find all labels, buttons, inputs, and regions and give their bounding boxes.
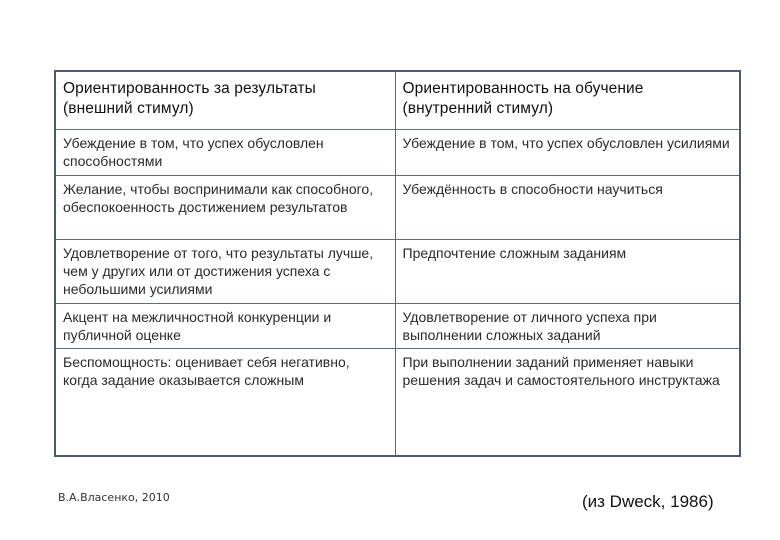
table-cell: Убеждение в том, что успех обусловлен усилиями xyxy=(395,129,740,175)
author-credit: В.А.Власенко, 2010 xyxy=(58,491,170,504)
table-row xyxy=(55,239,740,303)
comparison-table xyxy=(54,70,741,457)
table-cell: Убеждение в том, что успех обусловлен способностями xyxy=(55,129,395,175)
table-row xyxy=(55,303,740,348)
table-cell: Беспомощность: оценивает себя негативно, когда задание оказывается сложным xyxy=(55,348,395,456)
table-row xyxy=(55,348,740,456)
source-citation: (из Dweck, 1986) xyxy=(582,492,714,511)
table-header-row xyxy=(55,71,740,129)
header-learning-orientation: Ориентированность на обучение (внутренний стимул) xyxy=(395,71,740,129)
table-cell: Предпочтение сложным заданиям xyxy=(395,239,740,303)
table-row xyxy=(55,129,740,175)
table-cell: Акцент на межличностной конкуренции и публичной оценке xyxy=(55,303,395,348)
table-cell: Желание, чтобы воспринимали как способного, обеспокоенность достижением результатов xyxy=(55,175,395,239)
header-performance-orientation: Ориентированность за результаты (внешний стимул) xyxy=(55,71,395,129)
table-cell: При выполнении заданий применяет навыки решения задач и самостоятельного инструктажа xyxy=(395,348,740,456)
table-cell: Удовлетворение от личного успеха при выполнении сложных заданий xyxy=(395,303,740,348)
table-cell: Удовлетворение от того, что результаты лучше, чем у других или от достижения успеха с небольшими усилиями xyxy=(55,239,395,303)
table-cell: Убеждённость в способности научиться xyxy=(395,175,740,239)
table-row xyxy=(55,175,740,239)
